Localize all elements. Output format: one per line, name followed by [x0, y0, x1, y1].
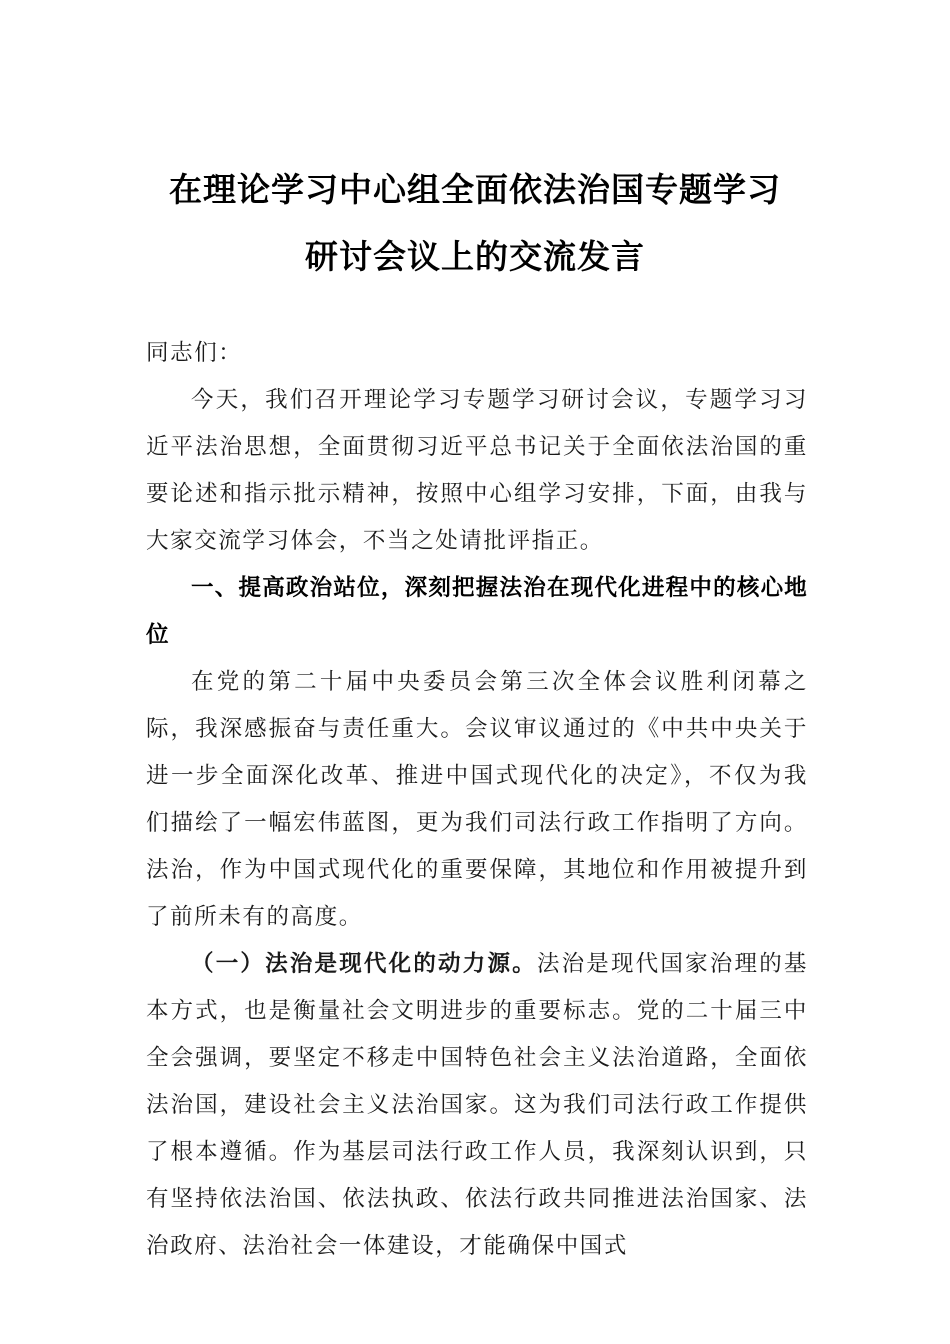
section-1-paragraph-1: 在党的第二十届中央委员会第三次全体会议胜利闭幕之际，我深感振奋与责任重大。会议审议通过的《中共中央关于进一步全面深化改革、推进中国式现代化的决定》，不仅为我们描绘了一幅宏伟蓝图，更为我们司法行政工作指明了方向。法治，作为中国式现代化的重要保障，其地位和作用被提升到了前所未有的高度。 [146, 669, 808, 930]
document-title-line-2: 研讨会议上的交流发言 [305, 237, 645, 276]
document-body [146, 330, 808, 1270]
subsection-1-text: 法治是现代国家治理的基本方式，也是衡量社会文明进步的重要标志。党的二十届三中全会强调，要坚定不移走中国特色社会主义法治道路，全面依法治国，建设社会主义法治国家。这为我们司法行政工作提供了根本遵循。作为基层司法行政工作人员，我深刻认识到，只有坚持依法治国、依法执政、依法行政共同推进法治国家、法治政府、法治社会一体建设，才能确保中国式 [146, 951, 808, 1259]
intro-paragraph: 今天，我们召开理论学习专题学习研讨会议，专题学习习近平法治思想，全面贯彻习近平总书记关于全面依法治国的重要论述和指示批示精神，按照中心组学习安排，下面，由我与大家交流学习体会，不当之处请批评指正。 [146, 387, 808, 554]
salutation: 同志们： [146, 340, 243, 366]
section-1-heading: 一、提高政治站位，深刻把握法治在现代化进程中的核心地位 [146, 575, 808, 648]
subsection-1-paragraph [146, 941, 808, 1270]
subsection-1-heading: （一）法治是现代化的动力源。 [191, 951, 537, 977]
document-title-line-1: 在理论学习中心组全面依法治国专题学习 [169, 170, 781, 209]
